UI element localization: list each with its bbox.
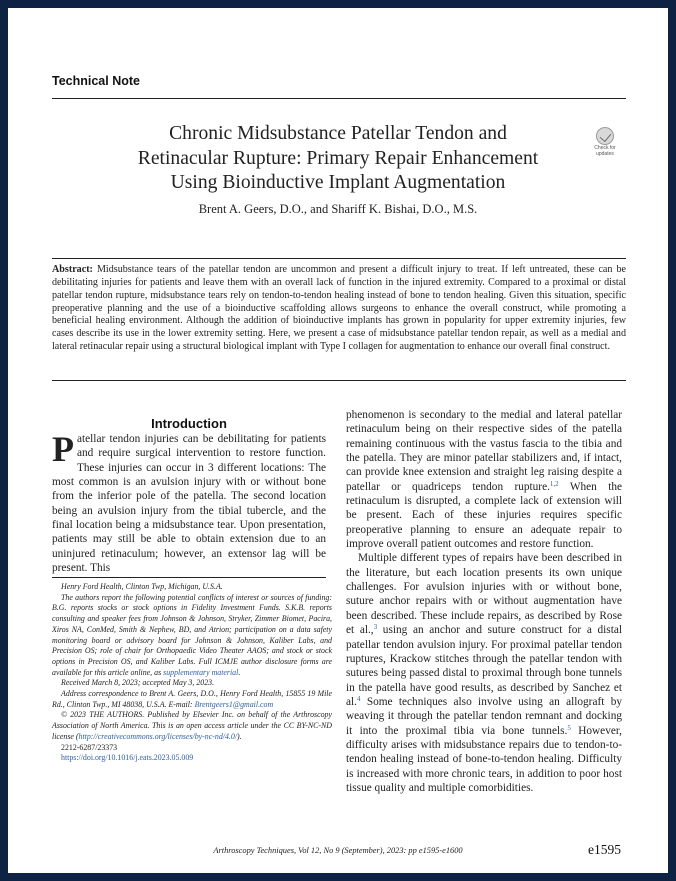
page-number: e1595	[588, 842, 621, 857]
title-line-3: Using Bioinductive Implant Augmentation	[170, 172, 506, 193]
footnote-rule	[52, 577, 326, 578]
citation-3[interactable]: 3	[373, 623, 378, 632]
citation-1-2[interactable]: 1,2	[549, 479, 559, 488]
license-link[interactable]: http://creativecommons.org/licenses/by-nc-nd/4.0/	[78, 731, 238, 741]
footnote-issn: 2212-6287/23373	[61, 742, 118, 752]
citation-4[interactable]: 4	[356, 694, 361, 703]
journal-footer: Arthroscopy Techniques, Vol 12, No 9 (September), 2023: pp e1595-e1600	[213, 846, 463, 855]
abstract-top-rule	[52, 258, 626, 259]
paragraph-retinaculum: phenomenon is secondary to the medial and lateral patellar retinaculum being on their respective sides of the patella remaining continuous with the vastus fascia to the tibia and the patella. They are minor patellar stabilizers and, if intact, can provide knee extension and straight leg raising despite a patellar or quadriceps tendon rupture.$^{1,2}$ When the retinaculum is disrupted, a complete lack of extension will be present. Each of these injuries requires specific preoperative planning to ensure an adequate repair to improve overall patient outcomes and restore function.	[346, 409, 622, 551]
email-link[interactable]: Brentgeers1@gmail.com	[194, 699, 274, 709]
introduction-text: atellar tendon injuries can be debilitating for patients and require surgical intervention to restore function. These injuries can occur in 3 different locations: The most common is an avulsion injury with or without bone from the inferior pole of the patella. The second location being an avulsion injury from the tibial tubercle, and the final location being a midsubstance tear. Upon presentation, patients may still be able to obtain extension due to an uninjured retinaculum; however, an extensor lag will be present. This	[52, 433, 326, 575]
footnote-received: Received March 8, 2023; accepted May 3, 2023.	[61, 678, 215, 688]
supplementary-material-link[interactable]: supplementary material	[163, 667, 239, 677]
doi-link[interactable]: https://doi.org/10.1016/j.eats.2023.05.009	[61, 753, 194, 763]
drop-cap: P	[52, 429, 74, 469]
badge-text: Check for updates	[594, 145, 616, 157]
header-rule	[52, 98, 626, 99]
abstract	[52, 264, 626, 354]
footnotes	[52, 582, 332, 764]
check-for-updates-badge[interactable]	[594, 127, 616, 157]
section-heading-introduction: Introduction	[151, 416, 227, 431]
article-type-label: Technical Note	[52, 74, 140, 88]
title-line-1: Chronic Midsubstance Patellar Tendon and	[169, 123, 507, 144]
citation-5[interactable]: 5	[567, 723, 571, 732]
abstract-bottom-rule	[52, 380, 626, 381]
footnote-affiliation: Henry Ford Health, Clinton Twp, Michigan, U.S.A.	[61, 582, 223, 591]
right-column-body	[346, 408, 622, 795]
article-page	[8, 8, 668, 873]
title-line-2: Retinacular Rupture: Primary Repair Enhancement	[137, 147, 539, 169]
footnote-address: Address correspondence to Brent A. Geers, D.O., Henry Ford Health, 15855 19 Mile Rd., Clinton Twp., MI 48038, U.S.A. E-mail: Brentgeers1@gmail.com	[52, 689, 332, 709]
introduction-body	[52, 429, 326, 575]
paragraph-repairs: Multiple different types of repairs have been described in the literature, but each location presents its own unique challenges. For avulsion injuries with or without bone, suture anchor repairs with or without augmentation have been described. These include repairs, as described by Rose et al.,$^3$ using an anchor and suture construct for a distal patellar tendon avulsion injury. For proximal patellar tendon ruptures, Krackow stitches through the patellar tendon with sutures being passed distal to proximal through bone tunnels in the patella have good results, as described by Sanchez et al.$^4$ Some techniques also involve using an allograft by weaving it through the patellar tendon remnant and docking it into the proximal tibia via bone tunnels.$^5$ However, difficulty arises with midsubstance repairs due to tendon-to-tendon healing instead of bone-to-tendon healing. Difficulty is increased with more chronic tears, in addition to poor host tissue quality and multiple comorbidities.	[346, 552, 622, 794]
check-updates-icon	[596, 127, 614, 145]
abstract-text: Midsubstance tears of the patellar tendon are uncommon and present a difficult injury to treat. If left untreated, these can be debilitating injuries for patients and leave them with an overall lack of function in the injured extremity. Compared to a proximal or distal patellar tendon rupture, midsubstance tears rely on tendon-to-tendon healing instead of bone to tendon healing. Given this situation, specific preoperative planning and the use of a bioinductive scaffolding allows surgeons to enhance the overall construct, while promoting a beneficial healing environment. Although the addition of bioinductive implants has grown in popularity for upper extremity injuries, few cases describe its use in the lower extremity setting. Here, we present a case of midsubstance patellar tendon repair, as well as a medial and lateral retinacular repair using a structural biological implant with Type I collagen for augmentation to enhance our overall final construct.	[52, 264, 626, 353]
footnote-copyright: © 2023 THE AUTHORS. Published by Elsevier Inc. on behalf of the Arthroscopy Association of North America. This is an open access article under the CC BY-NC-ND license (http://creativecommons.org/licenses/by-nc-nd/4.0/).	[52, 710, 332, 741]
footnote-disclosure: The authors report the following potential conflicts of interest or sources of funding: B.G. reports stocks or stock options in Fidelity Investment Funds. S.K.B. reports consulting and speaker fees from Johnson & Johnson, Stryker, Zimmer Biomet, Pacira, Xiros NA, ConMed, Smith & Nephew, BD, and Atrion; participation on a data safety monitoring board or advisory board for Johnson & Johnson, Kaliber Labs, and Precision OS; role of chair for Orthopaedic Video Theater AAOS; and stock or stock options in Precision OS, and Kaliber Labs. Full ICMJE author disclosure forms are available for this article online, as supplementary material.	[52, 592, 332, 677]
author-list: Brent A. Geers, D.O., and Shariff K. Bishai, D.O., M.S.	[198, 202, 478, 216]
article-title	[68, 122, 608, 196]
abstract-label: Abstract:	[52, 264, 93, 275]
